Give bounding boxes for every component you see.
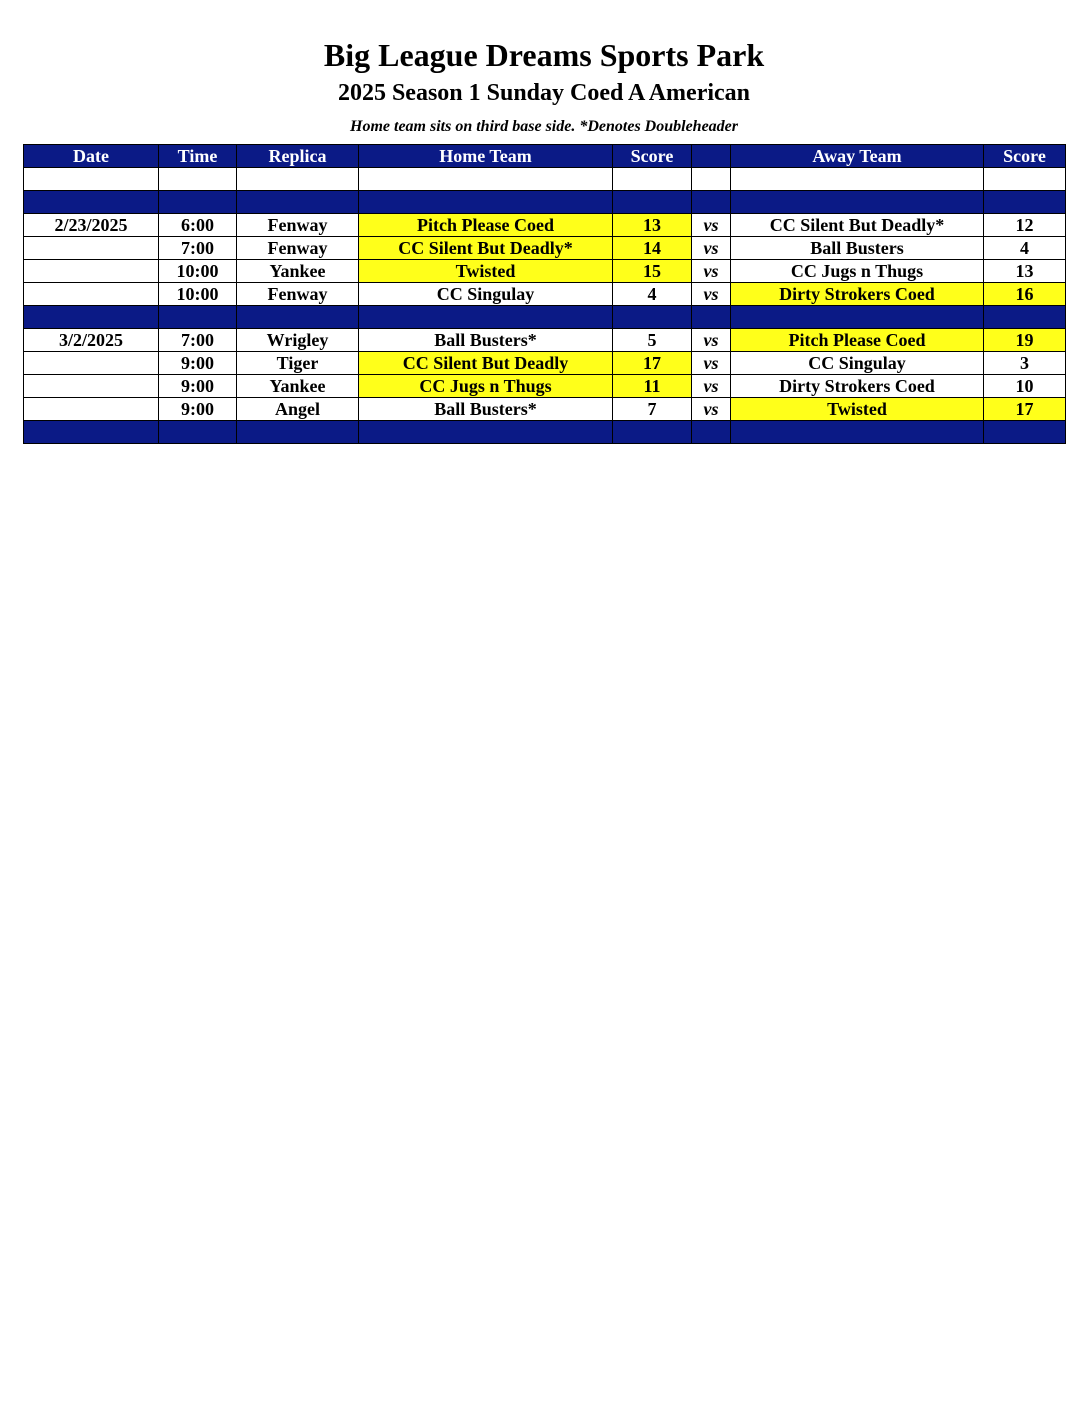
game-row [24,375,1066,398]
separator-cell [159,191,237,214]
column-header-away-team: Away Team [731,145,984,168]
game-time: 6:00 [159,214,237,237]
game-date [24,375,159,398]
game-row [24,214,1066,237]
separator-cell [692,191,731,214]
separator-cell [984,421,1066,444]
separator-cell [692,421,731,444]
separator-cell [359,421,613,444]
column-header-time: Time [159,145,237,168]
home-team: Ball Busters* [359,329,613,352]
column-header-home-score: Score [613,145,692,168]
home-score: 14 [613,237,692,260]
separator-cell [692,306,731,329]
game-date [24,283,159,306]
column-header-date: Date [24,145,159,168]
empty-cell [613,168,692,191]
page-subtitle: 2025 Season 1 Sunday Coed A American [337,80,751,106]
separator-cell [237,306,359,329]
game-field: Tiger [237,352,359,375]
column-header-home-team: Home Team [359,145,613,168]
separator-cell [237,191,359,214]
separator-row [24,191,1066,214]
separator-cell [731,421,984,444]
game-time: 7:00 [159,237,237,260]
separator-cell [731,191,984,214]
home-team: CC Jugs n Thugs [359,375,613,398]
vs-label: vs [692,375,731,398]
away-team: Dirty Strokers Coed [731,375,984,398]
away-score: 10 [984,375,1066,398]
game-date [24,237,159,260]
empty-cell [984,168,1066,191]
game-date [24,398,159,421]
game-time: 9:00 [159,398,237,421]
away-score: 17 [984,398,1066,421]
separator-cell [237,421,359,444]
empty-cell [359,168,613,191]
game-time: 7:00 [159,329,237,352]
page-title: Big League Dreams Sports Park [323,37,765,73]
away-score: 13 [984,260,1066,283]
separator-cell [359,306,613,329]
away-team: Twisted [731,398,984,421]
separator-cell [159,306,237,329]
separator-cell [984,306,1066,329]
away-score: 16 [984,283,1066,306]
away-team: Ball Busters [731,237,984,260]
vs-label: vs [692,237,731,260]
game-row [24,283,1066,306]
separator-cell [24,421,159,444]
game-field: Yankee [237,260,359,283]
game-row [24,352,1066,375]
game-time: 9:00 [159,352,237,375]
page-note: Home team sits on third base side. *Denotes Doubleheader [350,118,738,135]
game-date [24,352,159,375]
game-time: 9:00 [159,375,237,398]
blank-row [24,168,1066,191]
separator-row [24,421,1066,444]
separator-cell [359,191,613,214]
empty-cell [24,168,159,191]
game-field: Wrigley [237,329,359,352]
game-field: Fenway [237,237,359,260]
column-header-replica: Replica [237,145,359,168]
separator-cell [24,191,159,214]
separator-cell [24,306,159,329]
away-score: 4 [984,237,1066,260]
game-time: 10:00 [159,283,237,306]
separator-row [24,306,1066,329]
column-header-vs [692,145,731,168]
game-date [24,260,159,283]
home-team: CC Silent But Deadly [359,352,613,375]
home-team: CC Silent But Deadly* [359,237,613,260]
vs-label: vs [692,398,731,421]
away-team: Pitch Please Coed [731,329,984,352]
away-score: 3 [984,352,1066,375]
home-score: 11 [613,375,692,398]
separator-cell [613,191,692,214]
home-score: 17 [613,352,692,375]
header-row [24,145,1066,168]
home-score: 15 [613,260,692,283]
home-score: 13 [613,214,692,237]
game-field: Yankee [237,375,359,398]
separator-cell [984,191,1066,214]
separator-cell [613,421,692,444]
separator-cell [613,306,692,329]
empty-cell [731,168,984,191]
game-field: Fenway [237,214,359,237]
home-team: Pitch Please Coed [359,214,613,237]
column-header-away-score: Score [984,145,1066,168]
home-team: Ball Busters* [359,398,613,421]
away-score: 12 [984,214,1066,237]
empty-cell [692,168,731,191]
away-team: CC Jugs n Thugs [731,260,984,283]
home-team: CC Singulay [359,283,613,306]
separator-cell [731,306,984,329]
vs-label: vs [692,329,731,352]
game-time: 10:00 [159,260,237,283]
home-score: 4 [613,283,692,306]
empty-cell [237,168,359,191]
empty-cell [159,168,237,191]
home-score: 7 [613,398,692,421]
away-team: Dirty Strokers Coed [731,283,984,306]
vs-label: vs [692,260,731,283]
vs-label: vs [692,214,731,237]
home-score: 5 [613,329,692,352]
game-field: Fenway [237,283,359,306]
game-field: Angel [237,398,359,421]
schedule-table [23,144,1066,444]
separator-cell [159,421,237,444]
home-team: Twisted [359,260,613,283]
away-score: 19 [984,329,1066,352]
game-row [24,260,1066,283]
away-team: CC Silent But Deadly* [731,214,984,237]
vs-label: vs [692,283,731,306]
vs-label: vs [692,352,731,375]
game-row [24,398,1066,421]
game-row [24,329,1066,352]
game-date: 2/23/2025 [24,214,159,237]
game-date: 3/2/2025 [24,329,159,352]
away-team: CC Singulay [731,352,984,375]
game-row [24,237,1066,260]
